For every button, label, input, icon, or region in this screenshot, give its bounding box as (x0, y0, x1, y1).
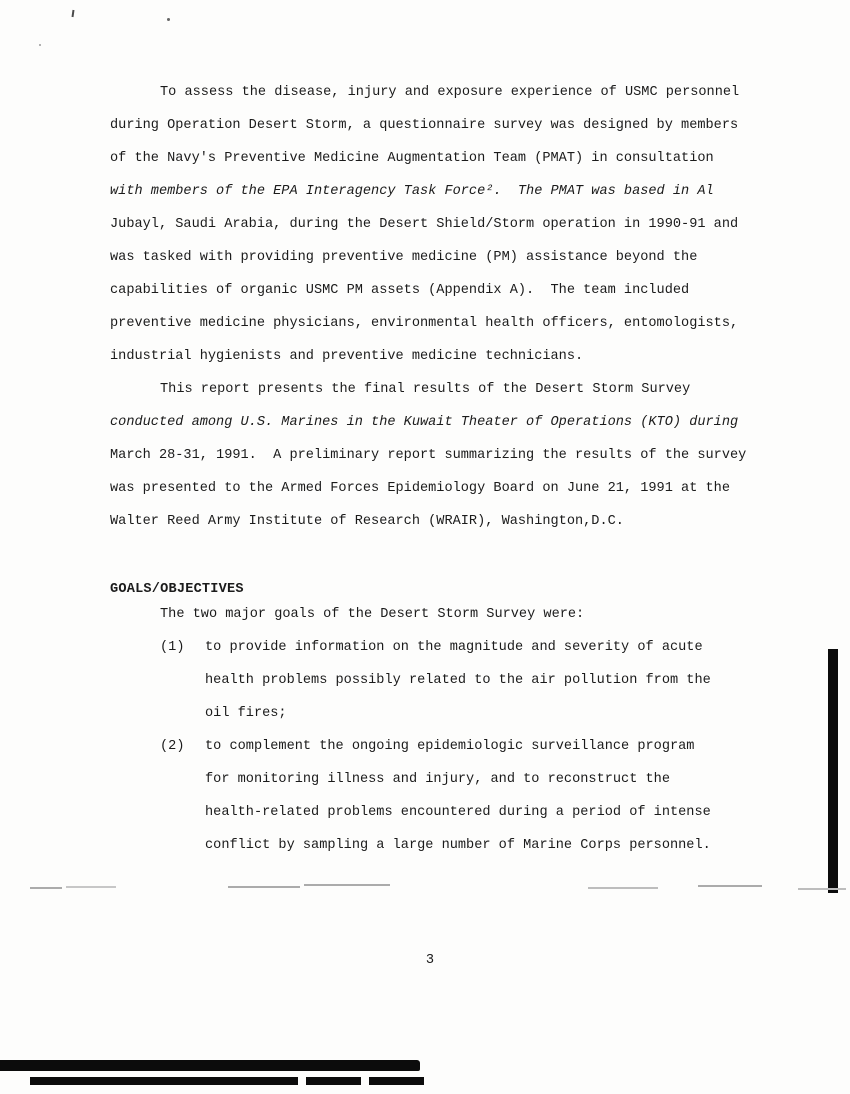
page-number: 3 (425, 953, 435, 968)
text-line: March 28-31, 1991. A preliminary report summarizing the results of the survey (110, 448, 747, 463)
text-line: for monitoring illness and injury, and to reconstruct the (205, 772, 670, 787)
text-line: oil fires; (205, 706, 287, 721)
text-line: conducted among U.S. Marines in the Kuwait Theater of Operations (KTO) during (110, 415, 739, 430)
text-line: capabilities of organic USMC PM assets (Appendix A). The team included (110, 283, 690, 298)
goal-item-2 (110, 730, 775, 862)
goals-block (110, 598, 775, 862)
text-line: industrial hygienists and preventive medicine technicians. (110, 349, 584, 364)
scan-artifact-dash (798, 888, 846, 890)
scan-artifact-bottom-bar-1 (0, 1060, 420, 1071)
text-line: health-related problems encountered during a period of intense (205, 805, 711, 820)
text-line: to complement the ongoing epidemiologic surveillance program (205, 739, 695, 754)
goals-intro: The two major goals of the Desert Storm Survey were: (160, 607, 585, 622)
scan-artifact-dash (588, 887, 658, 889)
scan-artifact-dash (698, 885, 762, 887)
text-line: health problems possibly related to the air pollution from the (205, 673, 711, 688)
text-line: Jubayl, Saudi Arabia, during the Desert Shield/Storm operation in 1990-91 and (110, 217, 739, 232)
text-line: conflict by sampling a large number of Marine Corps personnel. (205, 838, 711, 853)
text-line: was presented to the Armed Forces Epidemiology Board on June 21, 1991 at the (110, 481, 730, 496)
scan-artifact-dash (66, 886, 116, 888)
scan-artifact-speck (39, 44, 41, 46)
text-line: with members of the EPA Interagency Task Force². The PMAT was based in Al (110, 184, 714, 199)
scan-artifact-speck (167, 18, 170, 21)
text-line: during Operation Desert Storm, a questionnaire survey was designed by members (110, 118, 739, 133)
goal-lines (205, 631, 775, 730)
scan-artifact-dash (30, 887, 62, 889)
section-heading: GOALS/OBJECTIVES (110, 582, 244, 597)
text-line: Walter Reed Army Institute of Research (WRAIR), Washington,D.C. (110, 514, 624, 529)
goal-marker: (1) (160, 640, 185, 655)
goal-item-1 (110, 631, 775, 730)
scan-artifact-dash (304, 884, 390, 886)
text-line: of the Navy's Preventive Medicine Augmentation Team (PMAT) in consultation (110, 151, 714, 166)
text-line: to provide information on the magnitude and severity of acute (205, 640, 703, 655)
text-line: To assess the disease, injury and exposure experience of USMC personnel (160, 85, 740, 100)
body-text-block (110, 76, 775, 538)
scan-artifact-dash (228, 886, 300, 888)
goal-lines (205, 730, 775, 862)
scan-artifact-bottom-bar-2 (30, 1077, 424, 1085)
text-line: was tasked with providing preventive medicine (PM) assistance beyond the (110, 250, 698, 265)
text-line: preventive medicine physicians, environmental health officers, entomologists, (110, 316, 739, 331)
scan-artifact-right-bar (828, 649, 838, 893)
goal-marker: (2) (160, 739, 185, 754)
scan-artifact-speck (72, 10, 75, 17)
text-line: This report presents the final results of the Desert Storm Survey (160, 382, 691, 397)
